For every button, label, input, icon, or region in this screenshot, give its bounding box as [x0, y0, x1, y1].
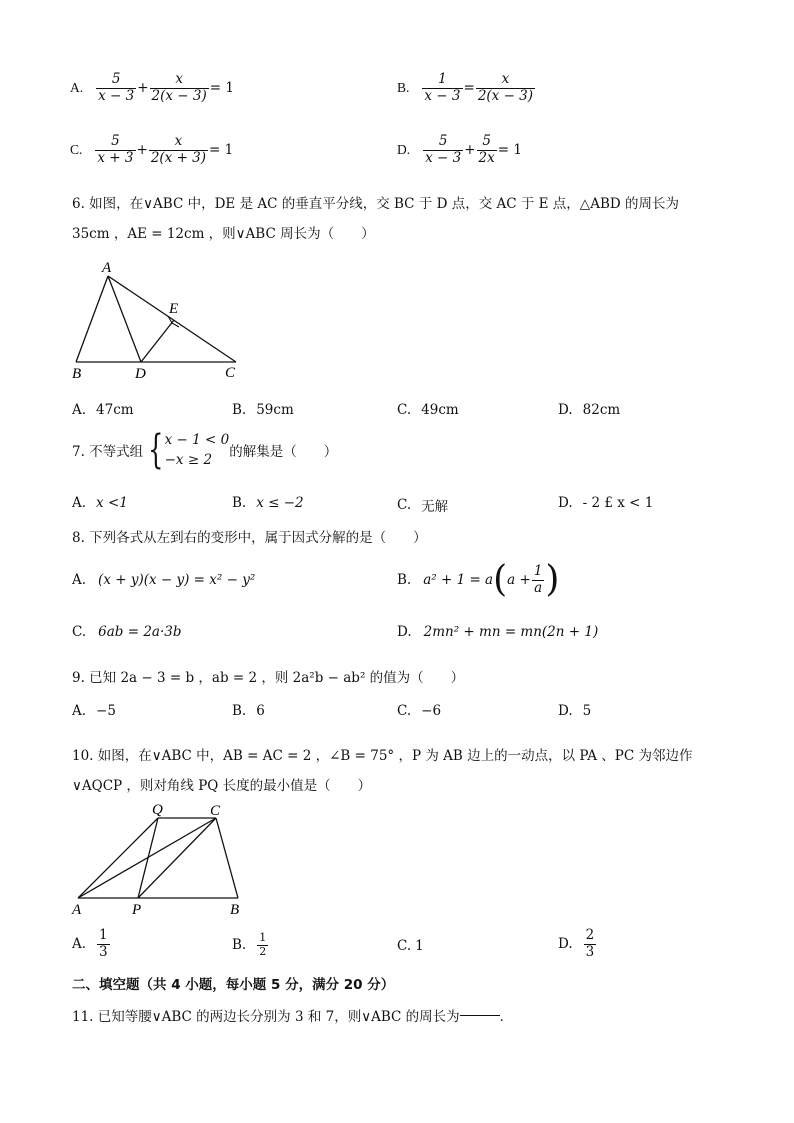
- vertex-label-q: Q: [152, 802, 163, 818]
- q5-option-b: [397, 72, 536, 104]
- option-label: D.: [558, 703, 573, 719]
- q10-option-b: [232, 932, 269, 958]
- option-text: 无解: [421, 499, 449, 515]
- q6-option-a: [72, 402, 134, 418]
- section-heading: 二、填空题（共 4 小题，每小题 5 分，满分 20 分）: [72, 977, 395, 993]
- option-label: C.: [397, 497, 412, 513]
- option-text: −5: [96, 703, 116, 719]
- option-text: 82cm: [582, 402, 621, 418]
- vertex-label-c: C: [225, 365, 236, 381]
- q8-option-c: [72, 624, 181, 640]
- numerator: 1: [99, 927, 108, 943]
- q6-stem-line1: 6. 如图，在∨ABC 中，DE 是 AC 的垂直平分线，交 BC 于 D 点，交 AC 于 E 点，△ABD 的周长为: [72, 196, 679, 212]
- q6-stem-line2: 35cm ，AE = 12cm ，则∨ABC 周长为（ ）: [72, 226, 375, 242]
- q8-option-a: [72, 572, 255, 588]
- q7-option-b: [232, 495, 304, 511]
- option-label: D.: [558, 495, 573, 511]
- numerator: 5: [477, 134, 497, 151]
- q10-option-c: [397, 938, 424, 954]
- option-text: (x + y)(x − y) = x² − y²: [98, 572, 256, 588]
- vertex-label-d: D: [135, 366, 146, 382]
- q10-option-a: [72, 928, 111, 960]
- q9-stem: 9. 已知 2a − 3 = b ，ab = 2 ，则 2a²b − ab² 的值为（ ）: [72, 670, 465, 686]
- option-text: - 2 £ x < 1: [582, 495, 654, 511]
- q8-stem: 8. 下列各式从左到右的变形中，属于因式分解的是（ ）: [72, 530, 427, 546]
- option-text: a² + 1 = a: [423, 572, 494, 588]
- q5-option-d: [397, 134, 522, 166]
- vertex-label-p: P: [132, 902, 142, 918]
- option-inner-text: a +: [507, 572, 531, 588]
- fraction: [150, 72, 209, 104]
- q11-text: 11. 已知等腰∨ABC 的两边长分别为 3 和 7，则∨ABC 的周长为: [72, 1009, 460, 1025]
- inequality-2: −x ≥ 2: [164, 452, 213, 468]
- q11-stem: [72, 1005, 513, 1025]
- option-text: 1: [415, 938, 424, 954]
- equals-sign: =: [463, 80, 475, 97]
- q7-option-c: [397, 495, 448, 515]
- plus-sign: +: [137, 80, 149, 97]
- option-label: C.: [397, 938, 412, 954]
- vertex-label-e: E: [169, 301, 179, 317]
- option-label: C.: [70, 142, 83, 158]
- option-label: D.: [558, 402, 573, 418]
- denominator: 2(x + 3): [150, 149, 207, 166]
- option-label: D.: [397, 624, 412, 640]
- numerator: 1: [533, 562, 543, 579]
- left-paren-icon: (: [493, 559, 508, 600]
- vertex-label-b: B: [230, 902, 240, 918]
- q9-option-c: [397, 703, 441, 719]
- q9-option-a: [72, 703, 116, 719]
- brace-icon: {: [148, 427, 164, 473]
- q10-stem-line1: 10. 如图，在∨ABC 中，AB = AC = 2 ，∠B = 75° ，P 为 AB 边上的一动点，以 PA 、PC 为邻边作: [72, 748, 693, 764]
- fraction: [257, 932, 268, 958]
- numerator: x: [476, 72, 535, 89]
- right-paren-icon: ): [545, 559, 560, 600]
- numerator: 2: [585, 927, 595, 943]
- fraction: [149, 134, 208, 166]
- fraction: [584, 928, 597, 960]
- denominator: 2x: [478, 149, 495, 166]
- q8-option-d: [397, 624, 598, 640]
- vertex-label-a: A: [72, 902, 82, 918]
- option-label: B.: [232, 495, 247, 511]
- option-text: 49cm: [421, 402, 459, 418]
- q7-prefix: 7. 不等式组: [72, 444, 144, 460]
- vertex-label-c: C: [210, 803, 221, 819]
- option-text: 6ab = 2a·3b: [98, 624, 182, 640]
- option-label: C.: [397, 402, 412, 418]
- option-label: A.: [72, 572, 87, 588]
- answer-blank[interactable]: [460, 1015, 500, 1016]
- fraction: [476, 72, 535, 104]
- denominator: x − 3: [98, 87, 135, 104]
- fraction: [96, 72, 136, 104]
- denominator: a: [534, 579, 543, 596]
- option-text: 5: [582, 703, 592, 719]
- plus-sign: +: [136, 142, 148, 159]
- fraction: [97, 928, 110, 960]
- q5-option-c: [70, 134, 233, 166]
- inequality-1: x − 1 < 0: [164, 432, 230, 448]
- option-label: B.: [232, 703, 247, 719]
- equation-rhs: = 1: [209, 80, 234, 97]
- q7-option-d: [558, 495, 653, 511]
- q6-triangle-figure: [68, 256, 248, 382]
- option-text: 59cm: [256, 402, 294, 418]
- option-label: A.: [72, 495, 87, 511]
- option-label: B.: [397, 572, 412, 588]
- q10-option-d: [558, 928, 597, 960]
- q10-parallelogram-figure: [68, 800, 252, 918]
- fraction: [95, 134, 135, 166]
- option-label: A.: [70, 80, 84, 96]
- numerator: 1: [422, 72, 462, 89]
- equation-rhs: = 1: [497, 142, 522, 159]
- option-text: x <1: [96, 495, 128, 511]
- vertex-label-a: A: [102, 260, 112, 276]
- denominator: x − 3: [424, 87, 461, 104]
- option-label: C.: [72, 624, 87, 640]
- vertex-label-b: B: [72, 366, 82, 382]
- fraction: [423, 134, 463, 166]
- numerator: 5: [95, 134, 135, 151]
- option-text: −6: [421, 703, 442, 719]
- q11-period: ．: [499, 1009, 514, 1025]
- q7-stem: [72, 427, 338, 473]
- numerator: x: [150, 72, 209, 89]
- denominator: 3: [99, 943, 108, 960]
- option-label: B.: [232, 402, 247, 418]
- option-label: A.: [72, 402, 87, 418]
- q9-option-d: [558, 703, 591, 719]
- numerator: x: [149, 134, 208, 151]
- denominator: 2(x − 3): [151, 87, 207, 104]
- q7-option-a: [72, 495, 128, 511]
- option-text: x ≤ −2: [256, 495, 304, 511]
- denominator: 2: [259, 944, 267, 958]
- equation-rhs: = 1: [209, 142, 234, 159]
- fraction: [532, 564, 545, 596]
- option-text: 6: [256, 703, 265, 719]
- option-text: 2mn² + mn = mn(2n + 1): [423, 624, 599, 640]
- option-label: D.: [558, 936, 573, 953]
- option-label: D.: [397, 142, 411, 158]
- denominator: 2(x − 3): [477, 87, 534, 104]
- option-label: B.: [397, 80, 410, 96]
- q7-suffix: 的解集是（ ）: [229, 444, 338, 460]
- option-text: 47cm: [96, 402, 134, 418]
- numerator: 5: [96, 72, 136, 89]
- plus-sign: +: [464, 142, 476, 159]
- fraction: [477, 134, 497, 166]
- denominator: 3: [585, 943, 595, 960]
- option-label: A.: [72, 936, 87, 953]
- numerator: 5: [423, 134, 463, 151]
- fraction: [422, 72, 462, 104]
- numerator: 1: [259, 931, 267, 944]
- denominator: x − 3: [425, 149, 462, 166]
- q6-option-b: [232, 402, 294, 418]
- q5-option-a: [70, 72, 234, 104]
- q8-option-b: [397, 559, 560, 600]
- q6-option-c: [397, 402, 459, 418]
- option-label: A.: [72, 703, 87, 719]
- q6-option-d: [558, 402, 620, 418]
- denominator: x + 3: [97, 149, 134, 166]
- q10-stem-line2: ∨AQCP ，则对角线 PQ 长度的最小值是（ ）: [72, 778, 372, 794]
- option-label: B.: [232, 937, 247, 954]
- inequality-system: [165, 430, 230, 470]
- option-label: C.: [397, 703, 412, 719]
- q9-option-b: [232, 703, 265, 719]
